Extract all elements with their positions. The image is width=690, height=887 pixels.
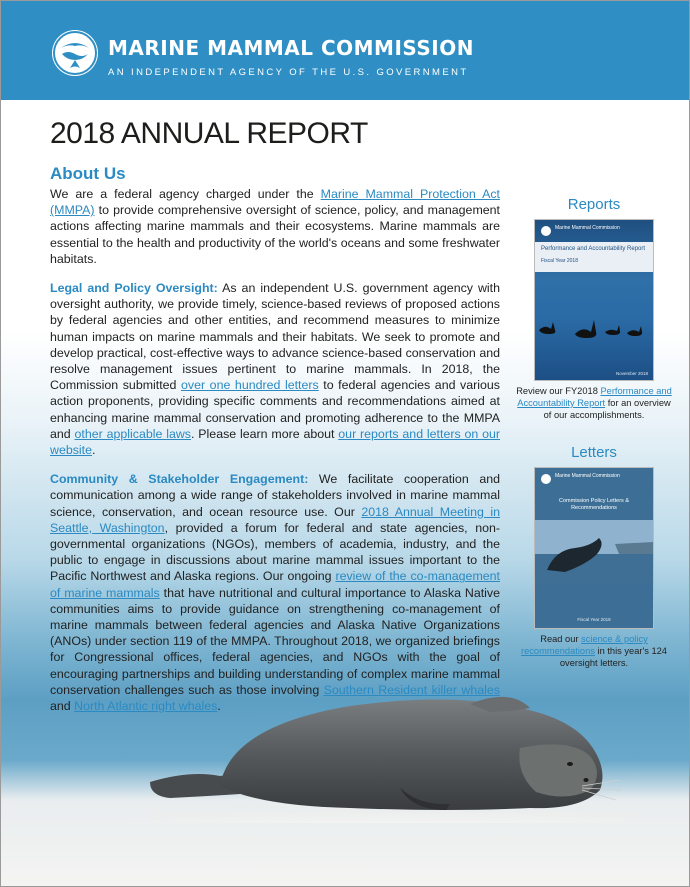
community-lead: Community & Stakeholder Engagement: bbox=[50, 472, 309, 487]
annual-meeting-link[interactable]: 2018 Annual Meeting in Seattle, Washington bbox=[50, 504, 500, 535]
co-management-link[interactable]: review of the co-management of marine mammals bbox=[50, 569, 500, 600]
report-cover-year: Fiscal Year 2018 bbox=[541, 258, 578, 264]
legal-lead: Legal and Policy Oversight: bbox=[50, 281, 218, 296]
letters-sidebar bbox=[514, 444, 674, 669]
main-text bbox=[50, 186, 500, 727]
letters-cover-org: Marine Mammal Commission bbox=[555, 473, 620, 479]
cover-logo-icon bbox=[541, 474, 551, 484]
killer-whales-link[interactable]: Southern Resident killer whales bbox=[323, 682, 501, 697]
orca-icon bbox=[535, 316, 653, 346]
cover-logo-icon bbox=[541, 226, 551, 236]
org-name: MARINE MAMMAL COMMISSION bbox=[108, 36, 474, 60]
reports-website-link[interactable]: our reports and letters on our website bbox=[50, 426, 501, 458]
report-cover-date: November 2018 bbox=[615, 371, 648, 376]
report-cover-image[interactable] bbox=[534, 219, 654, 381]
header-banner bbox=[0, 0, 690, 100]
legal-text-2: to federal agencies and various action proponents, providing specific comments and recommendations aimed at enhancing marine mammal conservation and promoting adherence to the MMPA and bbox=[50, 378, 500, 441]
commission-logo-icon bbox=[52, 30, 98, 76]
community-text-2: , provided a forum for federal and state agencies, non-governmental organizations (NGOs), members of academia, industry, and the public to engage in discussions about marine mammal issues important to the Pacific Northwest and Alaska regions. Our ongoing bbox=[50, 520, 500, 584]
other-laws-link[interactable]: other applicable laws bbox=[74, 426, 192, 441]
report-cover-title: Performance and Accountability Report bbox=[541, 246, 646, 252]
community-text-5: . bbox=[217, 699, 221, 714]
mmpa-link[interactable]: Marine Mammal Protection Act (MMPA) bbox=[50, 187, 500, 218]
right-whales-link[interactable]: North Atlantic right whales bbox=[74, 699, 218, 714]
letters-caption bbox=[514, 633, 674, 669]
intro-text-1: We are a federal agency charged under the bbox=[50, 187, 321, 201]
letters-caption-text-1: Read our bbox=[540, 634, 582, 644]
legal-text-4: . bbox=[92, 443, 96, 458]
letters-cover-year: Fiscal Year 2018 bbox=[577, 617, 611, 622]
legal-text-3: . Please learn more about bbox=[191, 426, 339, 441]
org-subtitle: AN INDEPENDENT AGENCY OF THE U.S. GOVERNMENT bbox=[108, 67, 469, 78]
legal-paragraph bbox=[50, 280, 500, 458]
reports-sidebar bbox=[514, 196, 674, 421]
legal-text-1: As an independent U.S. government agency with oversight authority, we provide timely, science-based reviews of proposed actions by federal agencies and other entities, and recommend measures to minimize human impacts on marine mammals and their habitats. We seek to promote and develop practical, cost-effective ways to advance science-based conservation and resolve management issues pertinent to marine mammals. In 2018, the Commission submitted bbox=[50, 281, 500, 393]
page-title: 2018 ANNUAL REPORT bbox=[50, 117, 368, 150]
community-text-4: and bbox=[50, 699, 75, 714]
par-link[interactable]: Performance and Accountability Report bbox=[517, 386, 672, 408]
letters-link[interactable]: over one hundred letters bbox=[181, 378, 319, 393]
humpback-whale-icon bbox=[535, 520, 653, 584]
report-caption bbox=[514, 385, 674, 421]
letters-caption-text-2: in this year's 124 oversight letters. bbox=[559, 646, 667, 668]
letters-cover-image[interactable] bbox=[534, 467, 654, 629]
community-text-1: We facilitate cooperation and communication among a wide range of stakeholders involved in marine mammal science, conservation, and ocean resource use. Our bbox=[50, 472, 500, 519]
letters-cover-title: Commission Policy Letters & Recommendations bbox=[559, 498, 629, 511]
letters-heading: Letters bbox=[571, 444, 617, 461]
intro-text-2: to provide comprehensive oversight of science, policy, and management actions affecting marine mammals and their ecosystems. Marine mammals are essential to the health and productivity of the world's oceans and some freshwater habitats. bbox=[50, 203, 500, 266]
reports-heading: Reports bbox=[567, 196, 621, 213]
report-caption-text-2: for an overview of our accomplishments. bbox=[543, 398, 671, 420]
community-text-3: that have nutritional and cultural importance to Alaska Native communities aims to provide guidance on strengthening co-management of marine mammals between federal agencies and Alaska Native Organizations (ANOs) under section 119 of the MMPA. Throughout 2018, we organized briefings for Congressional offices, federal agencies, and NGOs with the goal of encouraging partnerships and building understanding of complex marine mammal conservation challenges such as those involving bbox=[50, 585, 500, 697]
report-caption-text-1: Review our FY2018 bbox=[516, 386, 601, 396]
recommendations-link[interactable]: science & policy recommendations bbox=[521, 634, 648, 656]
about-heading: About Us bbox=[50, 164, 126, 183]
intro-paragraph bbox=[50, 186, 500, 267]
report-cover-org: Marine Mammal Commission bbox=[555, 225, 620, 231]
monk-seal-image bbox=[150, 678, 640, 823]
